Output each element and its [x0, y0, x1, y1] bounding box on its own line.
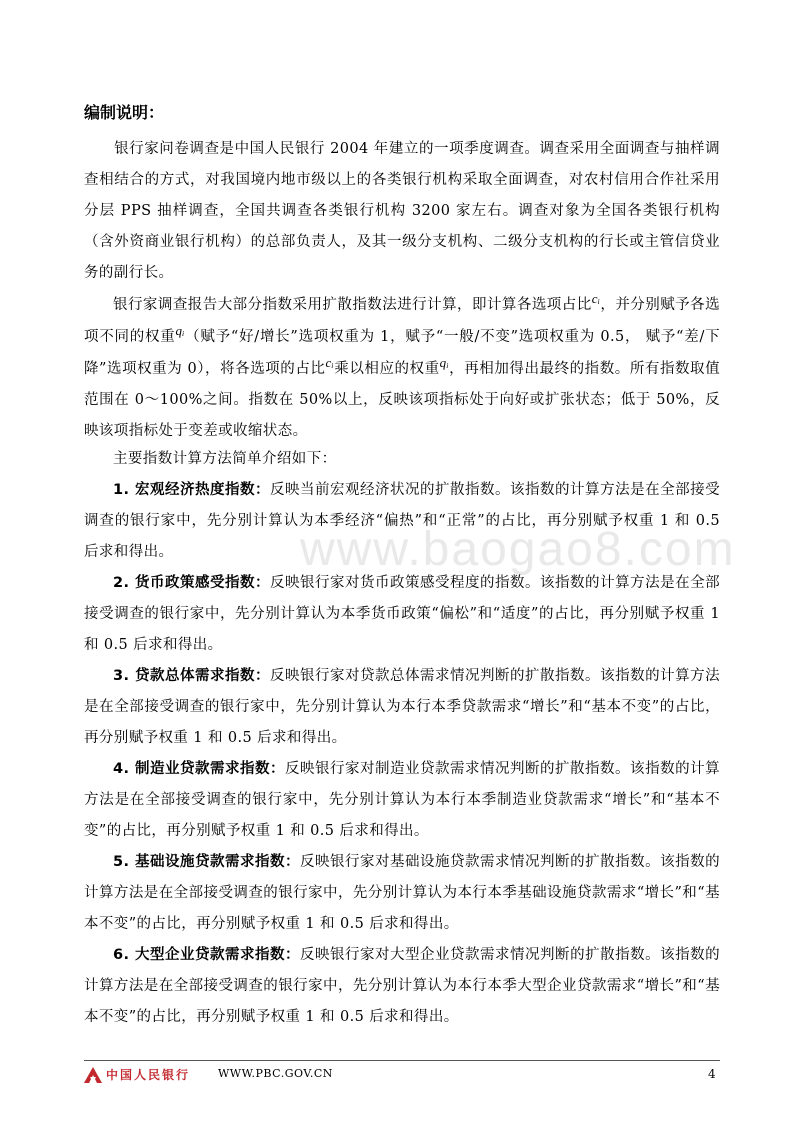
footer-divider — [84, 1060, 720, 1061]
pbc-logo-icon — [84, 1067, 102, 1083]
index-title: 3. 贷款总体需求指数： — [113, 668, 270, 684]
watermark: www.baogao8.com — [300, 523, 736, 576]
index-description: 反映银行家对货币政策感受程度的指数。该指数的计算方法是在全部接受调查的银行家中，先分别计算认为本季货币政策“偏松”和“适度”的占比，再分别赋予权重 1 和 0.5 后求和得出。 — [84, 575, 720, 653]
methods-intro: 主要指数计算方法简单介绍如下： — [113, 451, 337, 467]
index-item — [84, 940, 720, 1033]
index-description: 反映银行家对基础设施贷款需求情况判断的扩散指数。该指数的计算方法是在全部接受调查的银行家中，先分别计算认为本行本季基础设施贷款需求“增长”和“基本不变”的占比，再分别赋予权重 1 和 0.5 后求和得出。 — [84, 854, 720, 932]
method-paragraph: 银行家调查报告大部分指数采用扩散指数法进行计算，即计算各选项占比cᵢ，并分别赋予各选项不同的权重qᵢ（赋予“好/增长”选项权重为 1，赋予“一般/不变”选项权重为 0.5， 赋予“差/下降”选项权重为 0），将各选项的占比cᵢ乘以相应的权重qᵢ，再相加得出最终的指数。所有指数取值范围在 0～100%之间。指数在 50%以上，反映该项指标处于向好或扩张状态；低于 50%，反映该项指标处于变差或收缩状态。 — [84, 291, 721, 439]
footer-org-name: 中国人民银行 — [106, 1068, 191, 1082]
intro-paragraph: 银行家问卷调查是中国人民银行 2004 年建立的一项季度调查。调查采用全面调查与抽样调查相结合的方式，对我国境内地市级以上的各类银行机构采取全面调查，对农村信用合作社采用分层 PPS 抽样调查，全国共调查各类银行机构 3200 家左右。调查对象为全国各类银行机构（含外资商业银行机构）的总部负责人，及其一级分支机构、二级分支机构的行长或主管信贷业务的副行长。 — [84, 141, 720, 281]
index-description: 反映银行家对贷款总体需求情况判断的扩散指数。该指数的计算方法是在全部接受调查的银行家中，先分别计算认为本行本季贷款需求“增长”和“基本不变”的占比，再分别赋予权重 1 和 0.5 后求和得出。 — [84, 668, 720, 746]
index-item — [84, 847, 720, 940]
index-title: 2. 货币政策感受指数： — [113, 575, 270, 591]
page-heading: 编制说明： — [84, 103, 165, 122]
index-description: 反映银行家对制造业贷款需求情况判断的扩散指数。该指数的计算方法是在全部接受调查的银行家中，先分别计算认为本行本季制造业贷款需求“增长”和“基本不变”的占比，再分别赋予权重 1 和 0.5 后求和得出。 — [84, 761, 720, 839]
index-item — [84, 754, 720, 847]
index-title: 5. 基础设施贷款需求指数： — [113, 854, 300, 870]
page-number: 4 — [708, 1067, 716, 1081]
var-q-symbol: qᵢ — [175, 323, 185, 338]
var-q-symbol: qᵢ — [439, 355, 450, 370]
index-title: 6. 大型企业贷款需求指数： — [113, 947, 300, 963]
index-item — [84, 475, 720, 568]
index-item — [84, 568, 720, 661]
var-c-symbol: cᵢ — [325, 355, 335, 370]
index-title: 4. 制造业贷款需求指数： — [113, 761, 285, 777]
index-description: 反映银行家对大型企业贷款需求情况判断的扩散指数。该指数的计算方法是在全部接受调查的银行家中，先分别计算认为本行本季大型企业贷款需求“增长”和“基本不变”的占比，再分别赋予权重 1 和 0.5 后求和得出。 — [84, 947, 720, 1025]
footer-logo — [84, 1066, 190, 1083]
index-title: 1. 宏观经济热度指数： — [113, 482, 270, 498]
footer-url[interactable]: WWW.PBC.GOV.CN — [218, 1067, 333, 1080]
var-c-symbol: cᵢ — [591, 291, 601, 306]
index-item — [84, 661, 720, 754]
index-description: 反映当前宏观经济状况的扩散指数。该指数的计算方法是在全部接受调查的银行家中，先分别计算认为本季经济“偏热”和“正常”的占比，再分别赋予权重 1 和 0.5 后求和得出。 — [84, 482, 720, 560]
